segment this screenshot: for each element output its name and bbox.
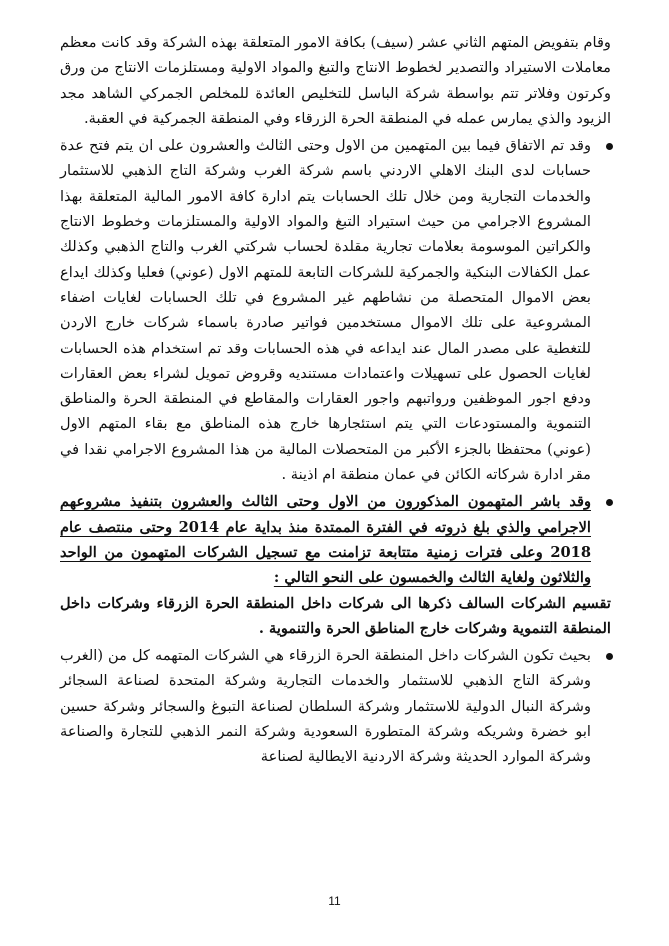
bullet-icon [606,143,613,150]
bullet-item-free-zone-companies [60,643,611,769]
paragraph-intro: وقام بتفويض المتهم الثاني عشر (سيف) بكافة الامور المتعلقة بهذه الشركة وقد كانت معظم معاملات الاستيراد والتصدير لخطوط الانتاج والتبغ والمواد الاولية ومستلزمات الانتاج من ورق وكرتون وفلاتر تتم بواسطة شركة الباسل للتخليص العائدة للمخلص الجمركي الشاهد مجد الزيود والذي يمارس عمله في المنطقة الحرة الزرقاء وفي المنطقة الجمركية في العقبة. [60,34,611,127]
paragraph-accounts: وقد تم الاتفاق فيما بين المتهمين من الاول وحتى الثالث والعشرون على ان يتم فتح عدة حسابات لدى البنك الاهلي الاردني باسم شركة الغرب وشركة التاج الذهبي للاستثمار والخدمات التجارية ومن خلال تلك الحسابات يتم ادارة كافة الامور المالية المتعلقة بهذا المشروع الاجرامي من حيث استيراد التبغ والمواد الاولية والمستلزمات وخطوط الانتاج والكراتين الموسومة بعلامات تجارية مقلدة لحساب شركتي الغرب والتاج الذهبي وكذلك عمل الكفالات البنكية والجمركية للشركات التابعة للمتهم الاول (عوني) فعليا وكذلك ايداع بعض الاموال المتحصلة من نشاطهم غير المشروع في تلك الحسابات لغايات اضفاء المشروعية على تلك الاموال مستخدمين فواتير صادرة باسماء شركات خارج الاردن للتغطية على مصدر المال عند ايداعه في هذه الحسابات وقد تم استخدام هذه الحسابات لغايات الحصول على تسهيلات واعتمادات مستنديه وقروض تمويل لشراء بعض العقارات ودفع اجور الموظفين ورواتبهم واجور العقارات والمقاطع في المنطقة الحرة والمناطق التنموية والمستودعات التي يتم استئجارها خارج هذه المناطق مع بقاء المتهم الاول (عوني) محتفظا بالجزء الأكبر من المتحصلات المالية من هذا المشروع الاجرامي نقدا في مقر ادارة شركاته الكائن في عمان منطقة ام اذينة . [60,137,591,484]
paragraph-free-zone-companies: بحيث تكون الشركات داخل المنطقة الحرة الزرقاء هي الشركات المتهمه كل من (الغرب وشركة التاج الذهبي للاستثمار والخدمات التجارية وشركة المتحدة لصناعة السجائر وشركة النبال الدولية للاستثمار وشركة السلطان لصناعة التبوغ والسجائر وشركة حسين ابو خضرة وشريكه وشركة المتطورة السعودية وشركة النمر الذهبي للتجارة والصناعة وشركة الموارد الحديثة وشركة الاردنية الايطالية لصناعة [60,647,591,766]
bullet-icon [606,499,613,506]
paragraph-execution: وقد باشر المتهمون المذكورون من الاول وحتى الثالث والعشرون بتنفيذ مشروعهم الاجرامي والذي بلغ ذروته في الفترة الممتدة منذ بداية عام 2014 وحتى منتصف عام 2018 وعلى فترات زمنية متتابعة تزامنت مع تسجيل الشركات المتهمون من الواحد والثلاثون ولغاية الثالث والخمسون على النحو التالي : [60,493,591,587]
page-number: 11 [328,894,341,908]
bullet-item-execution [60,489,611,590]
paragraph-division: تقسيم الشركات السالف ذكرها الى شركات داخل المنطقة الحرة الزرقاء وشركات داخل المنطقة التنموية وشركات خارج المناطق الحرة والتنموية . [60,594,611,637]
bullet-icon [606,653,613,660]
document-body [60,30,611,770]
bullet-item-accounts [60,133,611,487]
